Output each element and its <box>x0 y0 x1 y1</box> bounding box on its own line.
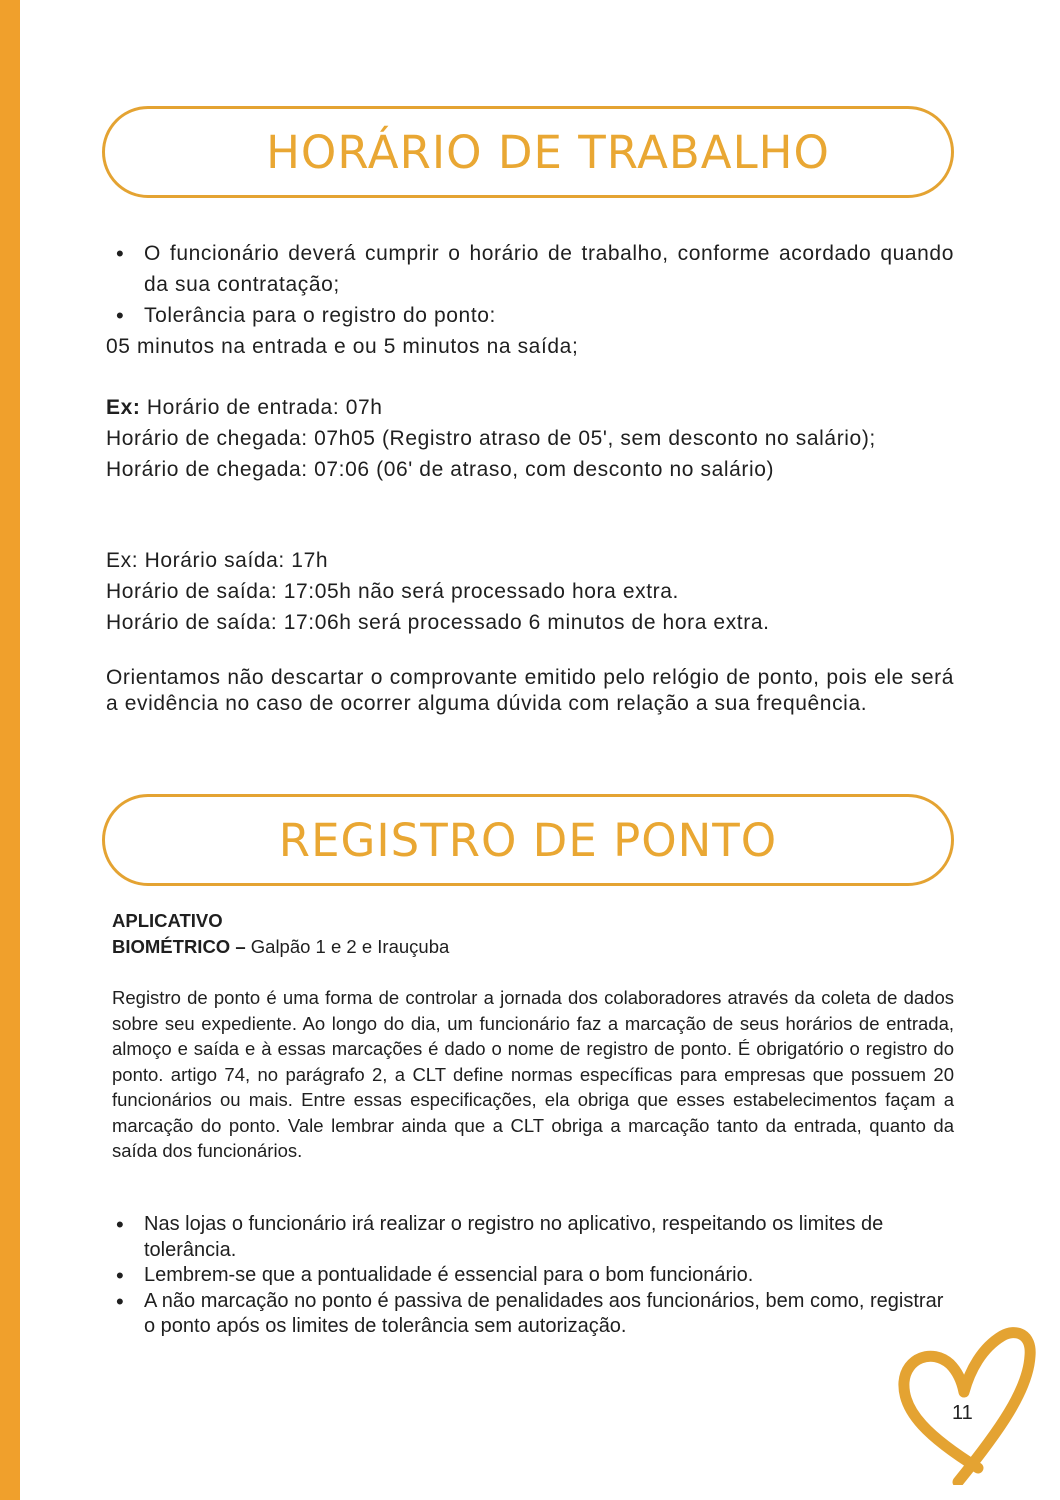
section-title-registro: REGISTRO DE PONTO <box>278 813 778 867</box>
page-number: 11 <box>952 1402 973 1424</box>
section-title-box-horario <box>102 106 954 198</box>
arrival-example-2: Horário de chegada: 07:06 (06' de atraso, com desconto no salário) <box>106 458 775 481</box>
entry-time-text: Horário de entrada: 07h <box>140 396 383 419</box>
biometrico-locations: Galpão 1 e 2 e Irauçuba <box>245 935 450 957</box>
registro-paragraph <box>112 985 954 1164</box>
section-title-box-registro <box>102 794 954 886</box>
list-item: • O funcionário deverá cumprir o horário de trabalho, conforme acordado quando da sua contratação; <box>106 238 954 300</box>
biometrico-label: BIOMÉTRICO – <box>112 935 246 957</box>
exit-example-line: Ex: Horário saída: 17h <box>106 549 329 572</box>
list-item: • Nas lojas o funcionário irá realizar o registro no aplicativo, respeitando os limites de tolerância. <box>112 1212 954 1263</box>
entry-example-line <box>106 392 954 423</box>
horario-bullets-block <box>106 238 954 362</box>
exit-example-block <box>106 545 954 638</box>
exit-example-1: Horário de saída: 17:05h não será processado hora extra. <box>106 580 679 603</box>
aplicativo-label: APLICATIVO <box>112 910 223 931</box>
list-item: • Tolerância para o registro do ponto: <box>106 300 954 331</box>
arrival-example-1: Horário de chegada: 07h05 (Registro atraso de 05', sem desconto no salário); <box>106 427 876 450</box>
registro-text: Registro de ponto é uma forma de controlar a jornada dos colaboradores através da coleta de dados sobre seu expediente. Ao longo do dia, um funcionário faz a marcação de seus horários de entrada, almoço e saída e à essas marcações é dado o nome de registro de ponto. É obrigatório o registro do ponto. artigo 74, no parágrafo 2, a CLT define normas específicas para empresas que possuem 20 funcionários ou mais. Entre essas especificações, ela obriga que esses estabelecimentos façam a marcação do ponto. Vale lembrar ainda que a CLT obriga a marcação tanto da entrada, quanto da saída dos funcionários. <box>112 987 954 1161</box>
orientation-text: Orientamos não descartar o comprovante emitido pelo relógio de ponto, pois ele será a evidência no caso de ocorrer alguma dúvida com relação a sua frequência. <box>106 666 954 715</box>
registro-bullets-block <box>112 1212 954 1340</box>
tolerance-line: 05 minutos na entrada e ou 5 minutos na saída; <box>106 335 579 358</box>
example-label: Ex: <box>106 396 141 419</box>
list-item: • A não marcação no ponto é passiva de penalidades aos funcionários, bem como, registrar o ponto após os limites de tolerância sem autorização. <box>112 1289 954 1340</box>
section-title-horario: HORÁRIO DE TRABALHO <box>266 125 830 179</box>
registro-methods <box>112 908 954 959</box>
list-item: • Lembrem-se que a pontualidade é essencial para o bom funcionário. <box>112 1263 954 1289</box>
exit-example-2: Horário de saída: 17:06h será processado 6 minutos de hora extra. <box>106 611 770 634</box>
horario-bullet-list <box>106 238 954 331</box>
registro-bullet-list <box>112 1212 954 1340</box>
orientation-paragraph <box>106 665 954 717</box>
left-accent-bar <box>0 0 20 1500</box>
entry-example-block <box>106 392 954 485</box>
